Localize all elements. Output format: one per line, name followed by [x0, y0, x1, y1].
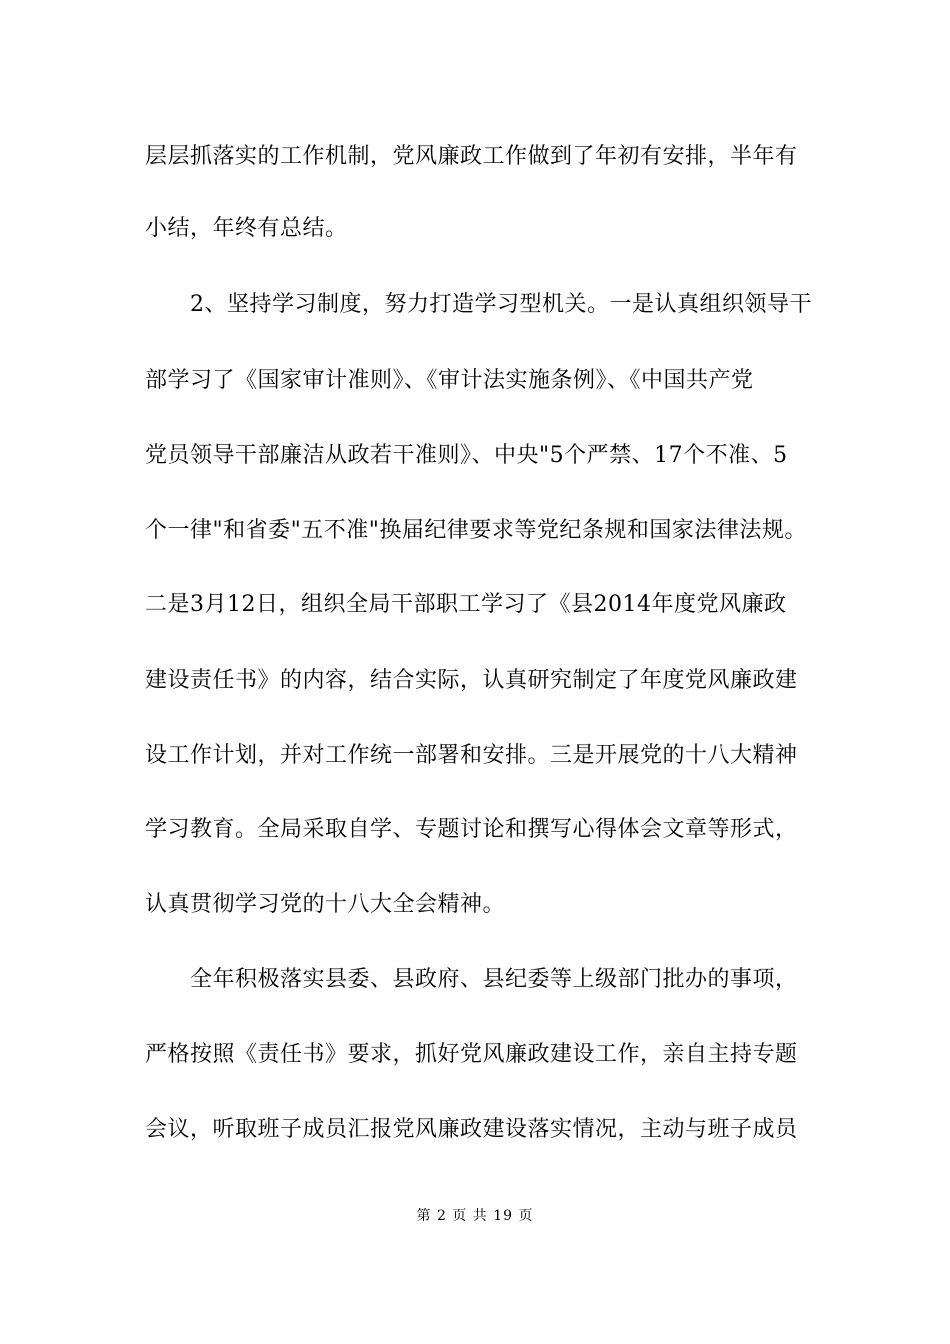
text-line-10: 学习教育。全局采取自学、专题讨论和撰写心得体会文章等形式，	[145, 817, 798, 842]
text-line-6: 个一律"和省委"五不准"换届纪律要求等党纪条规和国家法律法规。	[145, 518, 807, 543]
text-line-13: 严格按照《责任书》要求，抓好党风廉政建设工作，亲自主持专题	[145, 1042, 798, 1067]
text-line-1: 层层抓落实的工作机制，党风廉政工作做到了年初有安排，半年有	[145, 144, 798, 169]
page-number-footer: 第 2 页 共 19 页	[416, 1208, 534, 1224]
text-line-3: 2、坚持学习制度，努力打造学习型机关。一是认真组织领导干	[190, 292, 812, 317]
text-line-4: 部学习了《国家审计准则》、《审计法实施条例》、《中国共产党	[145, 368, 754, 393]
text-line-14: 会议，听取班子成员汇报党风廉政建设落实情况，主动与班子成员	[145, 1117, 798, 1142]
text-line-7: 二是3月12日，组织全局干部职工学习了《县2014年度党风廉政	[145, 592, 787, 617]
text-line-8: 建设责任书》的内容，结合实际，认真研究制定了年度党风廉政建	[145, 668, 798, 693]
text-line-11: 认真贯彻学习党的十八大全会精神。	[145, 892, 506, 917]
text-line-9: 设工作计划，并对工作统一部署和安排。三是开展党的十八大精神	[145, 743, 798, 768]
text-line-5: 党员领导干部廉洁从政若干准则》、中央"5个严禁、17个不准、5	[145, 443, 788, 468]
text-line-2: 小结，年终有总结。	[145, 216, 348, 241]
text-line-12: 全年积极落实县委、县政府、县纪委等上级部门批办的事项，	[190, 967, 798, 992]
